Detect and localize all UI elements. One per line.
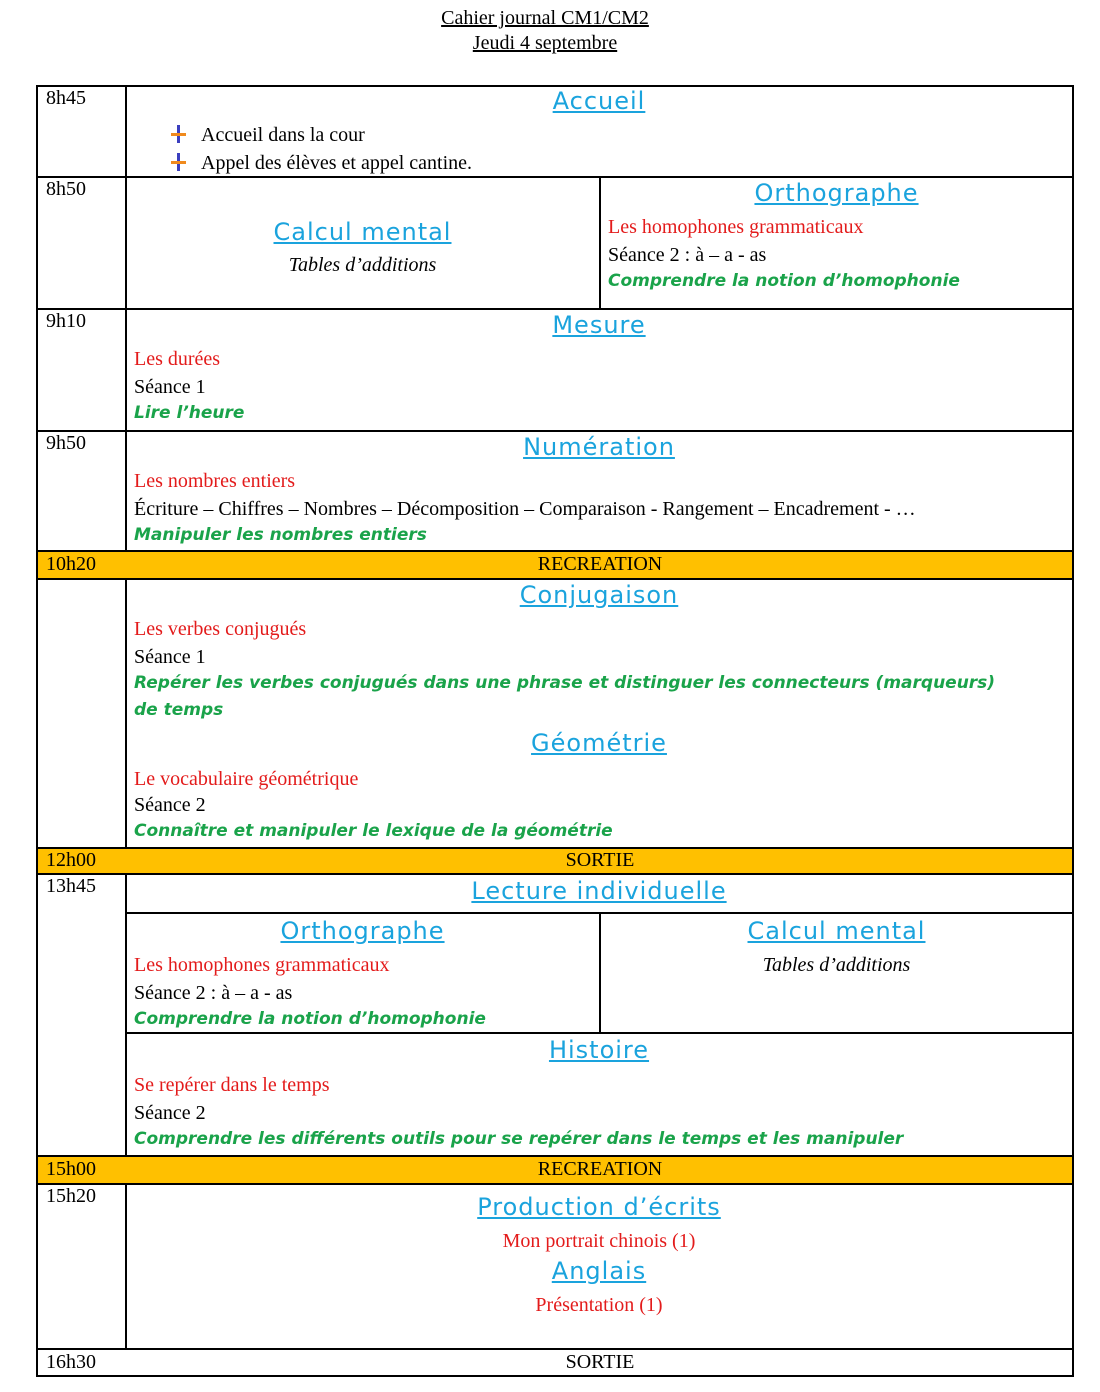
conjugaison-topic: Les verbes conjugués <box>134 618 307 640</box>
subject-accueil: Accueil <box>552 87 646 115</box>
orthographe-session: Séance 2 : à – a - as <box>134 982 293 1004</box>
subject-orthographe: Orthographe <box>754 179 919 207</box>
recreation-label-2: RECREATION <box>537 1158 663 1180</box>
orthographe-topic: Les homophones grammaticaux <box>608 216 864 238</box>
time-9h50: 9h50 <box>46 432 86 454</box>
calcul-mental-detail: Tables d’additions <box>288 254 437 276</box>
page-header <box>0 6 1090 56</box>
subject-production-ecrits: Production d’écrits <box>477 1193 721 1221</box>
accueil-item: Appel des élèves et appel cantine. <box>201 152 472 174</box>
subject-mesure: Mesure <box>552 311 646 339</box>
subject-histoire: Histoire <box>548 1036 650 1064</box>
mesure-topic: Les durées <box>134 348 221 370</box>
production-topic: Mon portrait chinois (1) <box>502 1230 696 1252</box>
orthographe-goal: Comprendre la notion d’homophonie <box>134 1009 486 1029</box>
anglais-topic: Présentation (1) <box>535 1294 663 1316</box>
subject-geometrie: Géométrie <box>531 729 667 757</box>
time-15h00: 15h00 <box>46 1158 96 1180</box>
orthographe-goal: Comprendre la notion d’homophonie <box>608 271 960 291</box>
time-9h10: 9h10 <box>46 310 86 332</box>
sortie-label-2: SORTIE <box>565 1351 635 1373</box>
conjugaison-goal: de temps <box>134 700 224 720</box>
histoire-topic: Se repérer dans le temps <box>134 1074 330 1096</box>
calcul-mental-detail: Tables d’additions <box>762 954 911 976</box>
mesure-session: Séance 1 <box>134 376 206 398</box>
time-10h20: 10h20 <box>46 553 96 575</box>
mesure-goal: Lire l’heure <box>134 403 245 423</box>
orthographe-topic: Les homophones grammaticaux <box>134 954 390 976</box>
time-8h50: 8h50 <box>46 178 86 200</box>
journal-date: Jeudi 4 septembre <box>472 32 618 54</box>
histoire-session: Séance 2 <box>134 1102 206 1124</box>
subject-anglais: Anglais <box>551 1257 647 1285</box>
time-15h20: 15h20 <box>46 1185 96 1207</box>
schedule-table <box>36 85 1074 1377</box>
subject-calcul-mental: Calcul mental <box>747 917 926 945</box>
numeration-detail: Écriture – Chiffres – Nombres – Décomposition – Comparaison - Rangement – Encadrement - … <box>134 498 916 520</box>
time-16h30: 16h30 <box>46 1351 96 1373</box>
geometrie-goal: Connaître et manipuler le lexique de la géométrie <box>134 821 613 841</box>
subject-conjugaison: Conjugaison <box>519 581 679 609</box>
bullet-icon <box>171 153 185 171</box>
bullet-icon <box>171 125 185 143</box>
subject-lecture: Lecture individuelle <box>471 877 727 905</box>
geometrie-topic: Le vocabulaire géométrique <box>134 768 359 790</box>
numeration-goal: Manipuler les nombres entiers <box>134 525 427 545</box>
orthographe-session: Séance 2 : à – a - as <box>608 244 767 266</box>
numeration-topic: Les nombres entiers <box>134 470 296 492</box>
subject-orthographe: Orthographe <box>280 917 445 945</box>
recreation-label-1: RECREATION <box>537 553 663 575</box>
time-8h45: 8h45 <box>46 87 86 109</box>
subject-calcul-mental: Calcul mental <box>273 218 452 246</box>
time-13h45: 13h45 <box>46 875 96 897</box>
accueil-item: Accueil dans la cour <box>201 124 365 146</box>
geometrie-session: Séance 2 <box>134 794 206 816</box>
histoire-goal: Comprendre les différents outils pour se repérer dans le temps et les manipuler <box>134 1129 904 1149</box>
conjugaison-goal: Repérer les verbes conjugués dans une phrase et distinguer les connecteurs (marqueurs) <box>134 673 996 693</box>
subject-numeration: Numération <box>523 433 675 461</box>
conjugaison-session: Séance 1 <box>134 646 206 668</box>
time-12h00: 12h00 <box>46 849 96 871</box>
sortie-label-1: SORTIE <box>565 849 635 871</box>
journal-title: Cahier journal CM1/CM2 <box>441 7 649 29</box>
